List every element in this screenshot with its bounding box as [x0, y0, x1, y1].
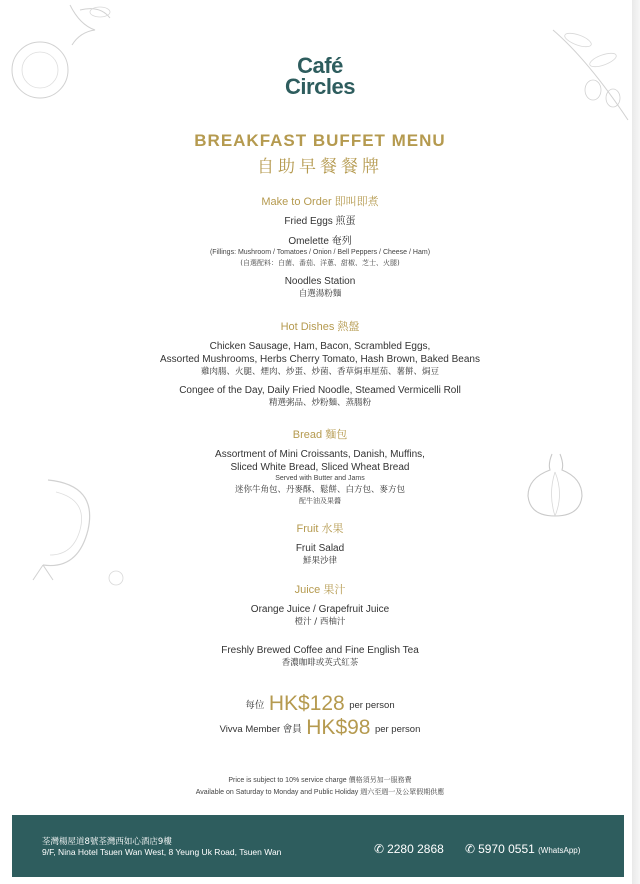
juice-line-1: Orange Juice / Grapefruit Juice: [250, 604, 390, 615]
phone-icon: ✆: [374, 842, 385, 856]
section-title-bread: Bread 麵包: [292, 429, 348, 441]
item-omelette: Omelette 奄列: [288, 236, 352, 247]
coffee-line-1: Freshly Brewed Coffee and Fine English Tea: [221, 645, 419, 656]
logo-line-2: Circles: [285, 74, 355, 99]
menu-body: [0, 193, 640, 669]
phone-icon: ✆: [465, 842, 476, 856]
bread-line-5-zh: 配牛油及果醬: [299, 497, 341, 505]
service-charge-note: Price is subject to 10% service charge 價格須另加一服務費: [228, 777, 412, 784]
hot-dishes-line-4: Congee of the Day, Daily Fried Noodle, Steamed Vermicelli Roll: [179, 385, 461, 396]
whatsapp-label: (WhatsApp): [538, 846, 581, 855]
availability-note: Available on Saturday to Monday and Public Holiday 週六至週一及公眾假期供應: [195, 789, 445, 796]
fruit-line-1: Fruit Salad: [295, 543, 345, 554]
logo-line-1: Café: [297, 53, 343, 78]
whatsapp-number-text: 5970 0551: [478, 842, 535, 856]
address-en: 9/F, Nina Hotel Tsuen Wan West, 8 Yeung Uk Road, Tsuen Wan: [42, 847, 282, 857]
menu-title-en: BREAKFAST BUFFET MENU: [194, 131, 446, 150]
section-title-juice: Juice 果汁: [294, 584, 346, 596]
address-zh: 荃灣楊屋道8號荃灣西如心酒店9樓: [42, 837, 172, 847]
omelette-fillings-zh: (自選配料：白菌、番茄、洋蔥、甜椒、芝士、火腿): [240, 259, 400, 267]
member-price-row: [0, 716, 640, 740]
pricing: [0, 692, 640, 740]
coffee-line-2-zh: 香濃咖啡或英式紅茶: [281, 658, 359, 668]
section-title-hot-dishes: Hot Dishes 熱盤: [280, 321, 360, 333]
bread-line-4-zh: 迷你牛角包、丹麥酥、鬆餅、白方包、麥方包: [234, 485, 405, 495]
section-title-make-to-order: Make to Order 即叫即煮: [261, 196, 379, 208]
item-noodles-station-zh: 自選湯粉麵: [298, 289, 342, 299]
juice-line-2-zh: 橙汁 / 西柚汁: [294, 617, 346, 627]
member-price-per: per person: [374, 724, 421, 736]
bread-line-2: Sliced White Bread, Sliced Wheat Bread: [230, 462, 410, 473]
bread-line-3: Served with Butter and Jams: [275, 475, 365, 482]
fruit-line-2-zh: 鮮果沙律: [302, 556, 337, 566]
regular-price-per: per person: [349, 700, 395, 712]
member-price: HK$98: [306, 716, 371, 739]
bread-line-1: Assortment of Mini Croissants, Danish, Muffins,: [215, 449, 425, 460]
hot-dishes-line-2: Assorted Mushrooms, Herbs Cherry Tomato, Hash Brown, Baked Beans: [160, 354, 480, 365]
regular-price: HK$128: [268, 692, 345, 715]
hot-dishes-line-1: Chicken Sausage, Ham, Bacon, Scrambled Eggs,: [209, 341, 431, 352]
footer-bar: [12, 815, 624, 877]
regular-price-row: [0, 692, 640, 716]
omelette-fillings-en: (Fillings: Mushroom / Tomatoes / Onion / Bell Peppers / Cheese / Ham): [209, 249, 431, 256]
hot-dishes-line-5-zh: 精選粥品、炒粉麵、蒸腸粉: [268, 398, 371, 408]
section-title-fruit: Fruit 水果: [296, 523, 344, 535]
regular-price-label: 每位: [245, 700, 265, 712]
notes: [0, 775, 640, 799]
item-noodles-station: Noodles Station: [284, 276, 356, 287]
whatsapp-number[interactable]: [465, 842, 580, 856]
phone-number[interactable]: [374, 842, 444, 856]
item-fried-eggs: Fried Eggs 煎蛋: [284, 216, 356, 227]
page-edge: [632, 0, 640, 884]
member-price-label: Vivva Member 會員: [219, 724, 302, 736]
cafe-circles-logo: [0, 55, 640, 97]
phone-number-text: 2280 2868: [387, 842, 444, 856]
hot-dishes-line-3-zh: 雞肉腸、火腿、煙肉、炒蛋、炒菌、香草焗車厘茄、薯餅、焗豆: [200, 367, 439, 377]
menu-title-zh: 自助早餐餐牌: [257, 157, 383, 177]
